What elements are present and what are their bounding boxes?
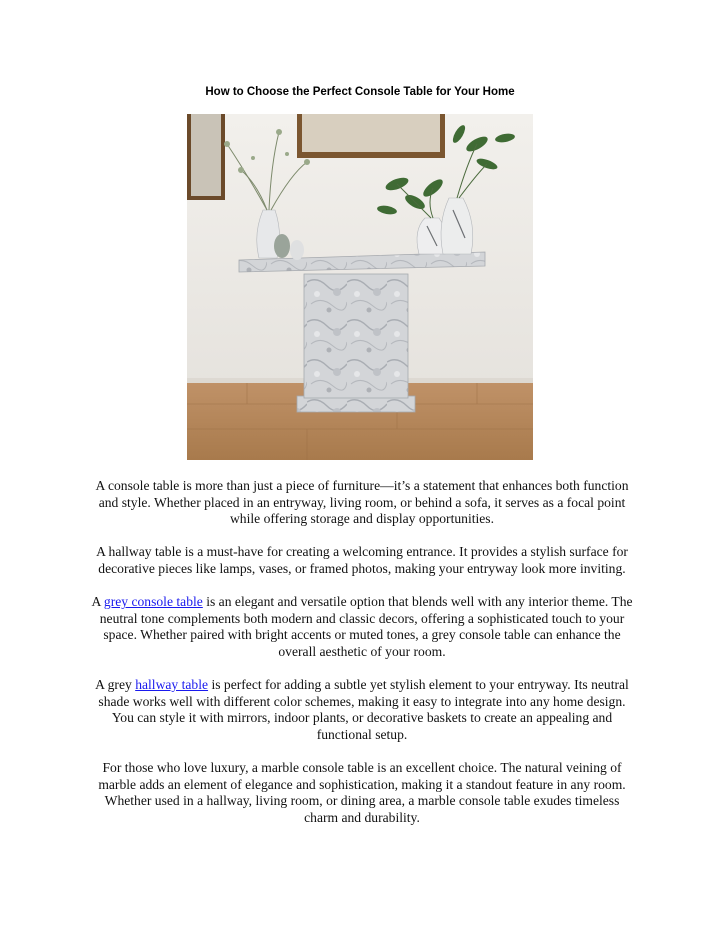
paragraph-3-rest: is an elegant and versatile option that blends well with any interior theme. The neutral tone complements both modern and classic decors, offering a sophisticated touch to your space. Whether paired with bright accents or muted tones, a grey console table can enhance the overall aesthetic of your room.: [99, 594, 633, 659]
paragraph-1: A console table is more than just a piece of furniture—it’s a statement that enhances both function and style. Whether placed in an entryway, living room, or behind a sofa, it serves as a focal point while offering storage and display opportunities.: [95, 478, 629, 527]
paragraph-4-lead: A grey: [95, 677, 136, 693]
paragraph-3: [88, 594, 636, 660]
document-title: How to Choose the Perfect Console Table for Your Home: [205, 86, 515, 98]
article-body: [88, 478, 636, 843]
hallway-table-link[interactable]: hallway table: [135, 677, 209, 693]
paragraph-4: [88, 677, 636, 743]
paragraph-5: For those who love luxury, a marble console table is an excellent choice. The natural veining of marble adds an element of elegance and sophistication, making it a standout feature in any room. Whether used in a hallway, living room, or dining area, a marble console table exudes timeless charm and durability.: [98, 760, 626, 825]
grey-console-table-link[interactable]: grey console table: [103, 594, 203, 610]
console-table-photo: [187, 114, 533, 460]
paragraph-2: A hallway table is a must-have for creating a welcoming entrance. It provides a stylish surface for decorative pieces like lamps, vases, or framed photos, making your entryway look more inviting.: [96, 544, 628, 576]
paragraph-4-rest: is perfect for adding a subtle yet stylish element to your entryway. Its neutral shade works well with different color schemes, making it easy to integrate into any home design. You can style it with mirrors, indoor plants, or decorative baskets to create an appealing and functional setup.: [98, 677, 629, 742]
paragraph-3-lead: A: [91, 594, 104, 610]
